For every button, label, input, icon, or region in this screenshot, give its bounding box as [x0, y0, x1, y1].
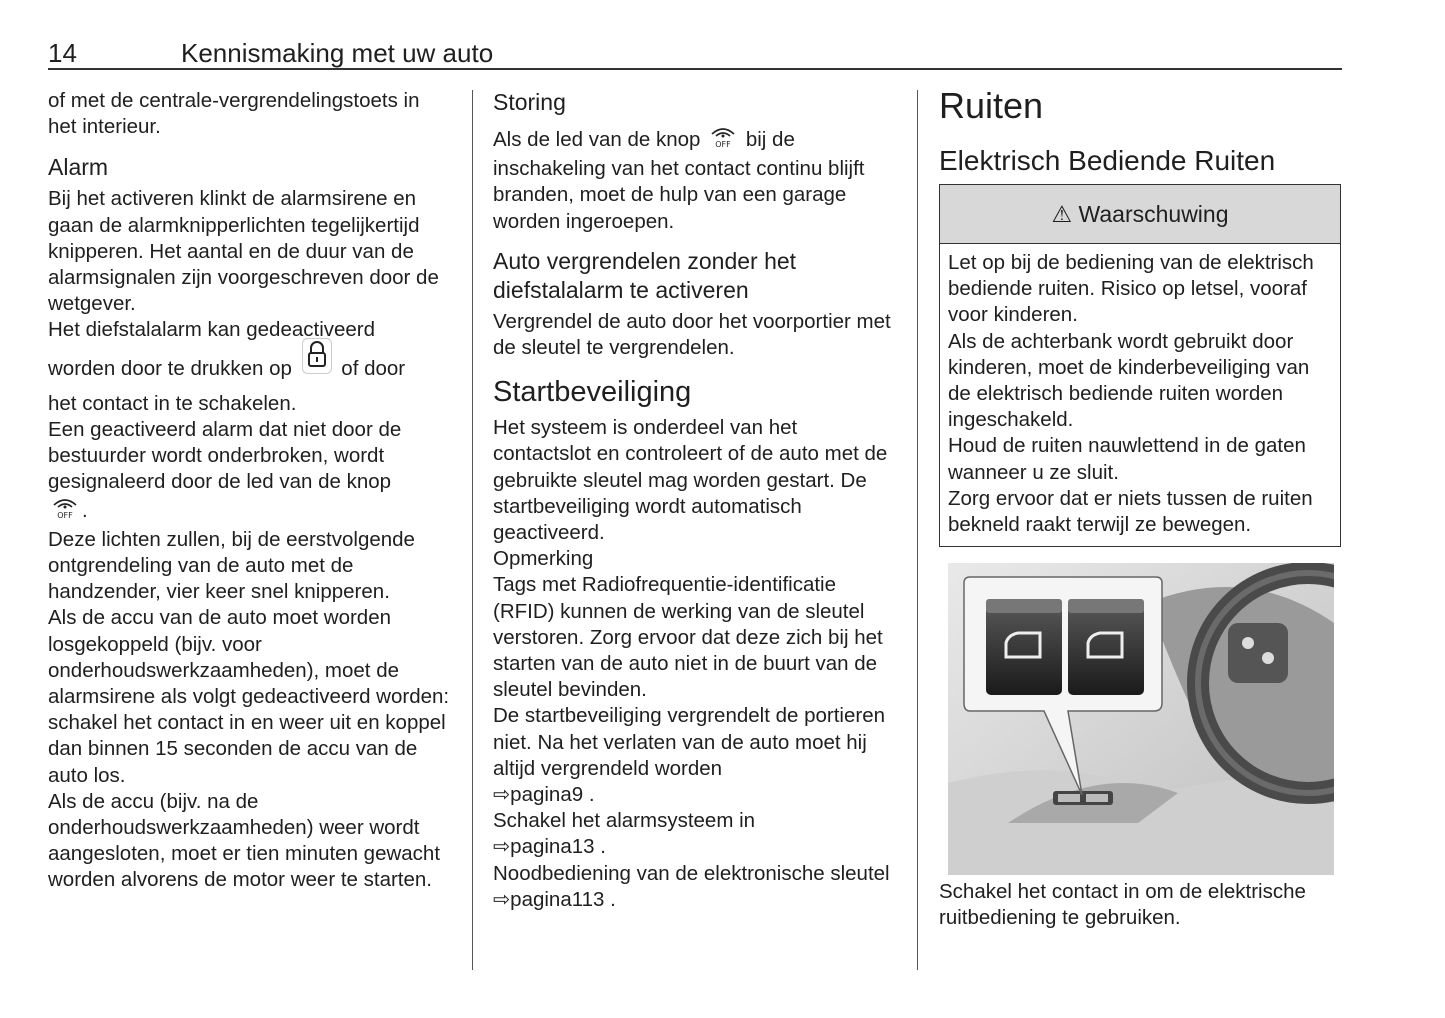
- startbeveiliging-paragraph-4-text: Noodbediening van de elektronische sleutel: [493, 861, 890, 885]
- alarm-paragraph-2d: het contact in te schakelen.: [48, 391, 297, 415]
- column-1: [48, 88, 453, 894]
- alarm-off-icon: [48, 496, 82, 527]
- storing-text-a: Als de led van de knop: [493, 128, 701, 152]
- alarm-off-icon: [706, 125, 740, 156]
- alarm-paragraph-2b: worden door te drukken op: [48, 356, 292, 380]
- electric-windows-heading: Elektrisch Bediende Ruiten: [939, 145, 1276, 176]
- lock-without-alarm-text: Vergrendel de auto door het voorportier met de sleutel te vergrendelen.: [493, 309, 891, 360]
- warning-paragraph-4: Zorg ervoor dat er niets tussen de ruiten bekneld raakt terwijl ze bewegen.: [948, 486, 1313, 537]
- alarm-paragraph-3-text: Een geactiveerd alarm dat niet door de bestuurder wordt onderbroken, wordt gesignaleerd door de led van de knop: [48, 418, 402, 494]
- page-header-title: Kennismaking met uw auto: [181, 38, 494, 68]
- storing-text-b: bij de inschakeling van het contact continu blijft branden, moet de hulp van een garage worden ingeroepen.: [493, 128, 865, 233]
- alarm-paragraph-6: Als de accu (bijv. na de onderhoudswerkzaamheden) weer wordt aangesloten, moet er tien minuten gewacht worden alvorens de motor weer te starten.: [48, 789, 441, 892]
- alarm-paragraph-3: [48, 417, 453, 496]
- ruiten-heading: Ruiten: [939, 85, 1044, 126]
- figure-caption: Schakel het contact in om de elektrische ruitbediening te gebruiken.: [939, 880, 1306, 930]
- column-2: [493, 88, 898, 913]
- warning-paragraph-2: Als de achterbank wordt gebruikt door kinderen, moet de kinderbeveiliging van de elektrisch bediende ruiten worden ingeschakeld.: [948, 329, 1310, 432]
- startbeveiliging-paragraph-1: Het systeem is onderdeel van het contactslot en controleert of de auto met de gebruikte sleutel mag worden gestart. De startbeveiliging wordt automatisch geactiveerd.: [493, 416, 888, 545]
- page-number: 14: [48, 38, 77, 68]
- note-text: Tags met Radiofrequentie-identificatie (RFID) kunnen de werking van de sleutel verstoren. Zorg ervoor dat deze zich bij het starten van de auto niet in de buurt van de sleutel bevinden.: [493, 573, 883, 702]
- alarm-paragraph-2a: Het diefstalalarm kan gedeactiveerd: [48, 318, 376, 342]
- column-divider-1: [472, 90, 473, 970]
- storing-paragraph: [493, 125, 898, 235]
- page-reference-link[interactable]: ⇨pagina13 .: [493, 835, 606, 859]
- alarm-paragraph-2: [48, 348, 453, 391]
- header-divider: [48, 68, 1342, 70]
- alarm-off-icon-line: [48, 496, 453, 527]
- alarm-paragraph-5: Als de accu van de auto moet worden losgekoppeld (bijv. voor onderhoudswerkzaamheden), moet de alarmsirene als volgt gedeactiveerd worden: schakel het contact in en weer uit en koppel dan binnen 15 seconden de accu van de auto los.: [48, 606, 450, 787]
- warning-paragraph-3: Houd de ruiten nauwlettend in de gaten wanneer u ze sluit.: [948, 434, 1306, 484]
- alarm-paragraph-3-end: .: [82, 498, 88, 522]
- warning-title: ⚠ Waarschuwing: [940, 185, 1340, 244]
- warning-paragraph-1: Let op bij de bediening van de elektrisch bediende ruiten. Risico op letsel, vooraf voor kinderen.: [948, 251, 1314, 327]
- lock-icon: [302, 338, 332, 381]
- page-reference-link[interactable]: ⇨pagina113 .: [493, 887, 616, 911]
- column-divider-2: [917, 90, 918, 970]
- note-label: Opmerking: [493, 547, 594, 571]
- startbeveiliging-heading: Startbeveiliging: [493, 376, 692, 409]
- svg-text:OFF: OFF: [715, 140, 731, 149]
- alarm-paragraph-2c: of door: [341, 356, 406, 380]
- column-3: [939, 86, 1342, 932]
- alarm-paragraph-1: Bij het activeren klinkt de alarmsirene en gaan de alarmknipperlichten tegelijkertijd knipperen. Het aantal en de duur van de alarmsignalen zijn voorgeschreven door de wetgever.: [48, 187, 439, 316]
- warning-body: [940, 244, 1340, 546]
- startbeveiliging-paragraph-4: [493, 861, 898, 913]
- svg-text:OFF: OFF: [57, 510, 73, 520]
- alarm-heading: Alarm: [48, 154, 109, 181]
- storing-heading: Storing: [493, 89, 566, 115]
- alarm-paragraph-4: Deze lichten zullen, bij de eerstvolgende ontgrendeling van de auto met de handzender, vier keer snel knipperen.: [48, 527, 415, 604]
- window-switch-illustration: [948, 563, 1334, 875]
- startbeveiliging-paragraph-2: De startbeveiliging vergrendelt de portieren niet. Na het verlaten van de auto moet hij altijd vergrendeld worden: [493, 704, 886, 780]
- page-reference-link[interactable]: ⇨pagina9 .: [493, 783, 595, 807]
- warning-box: [939, 184, 1341, 547]
- startbeveiliging-paragraph-3: Schakel het alarmsysteem in: [493, 809, 756, 833]
- intro-text: of met de centrale-vergrendelingstoets in het interieur.: [48, 89, 420, 139]
- lock-without-alarm-heading: Auto vergrendelen zonder het diefstalalarm te activeren: [493, 247, 797, 303]
